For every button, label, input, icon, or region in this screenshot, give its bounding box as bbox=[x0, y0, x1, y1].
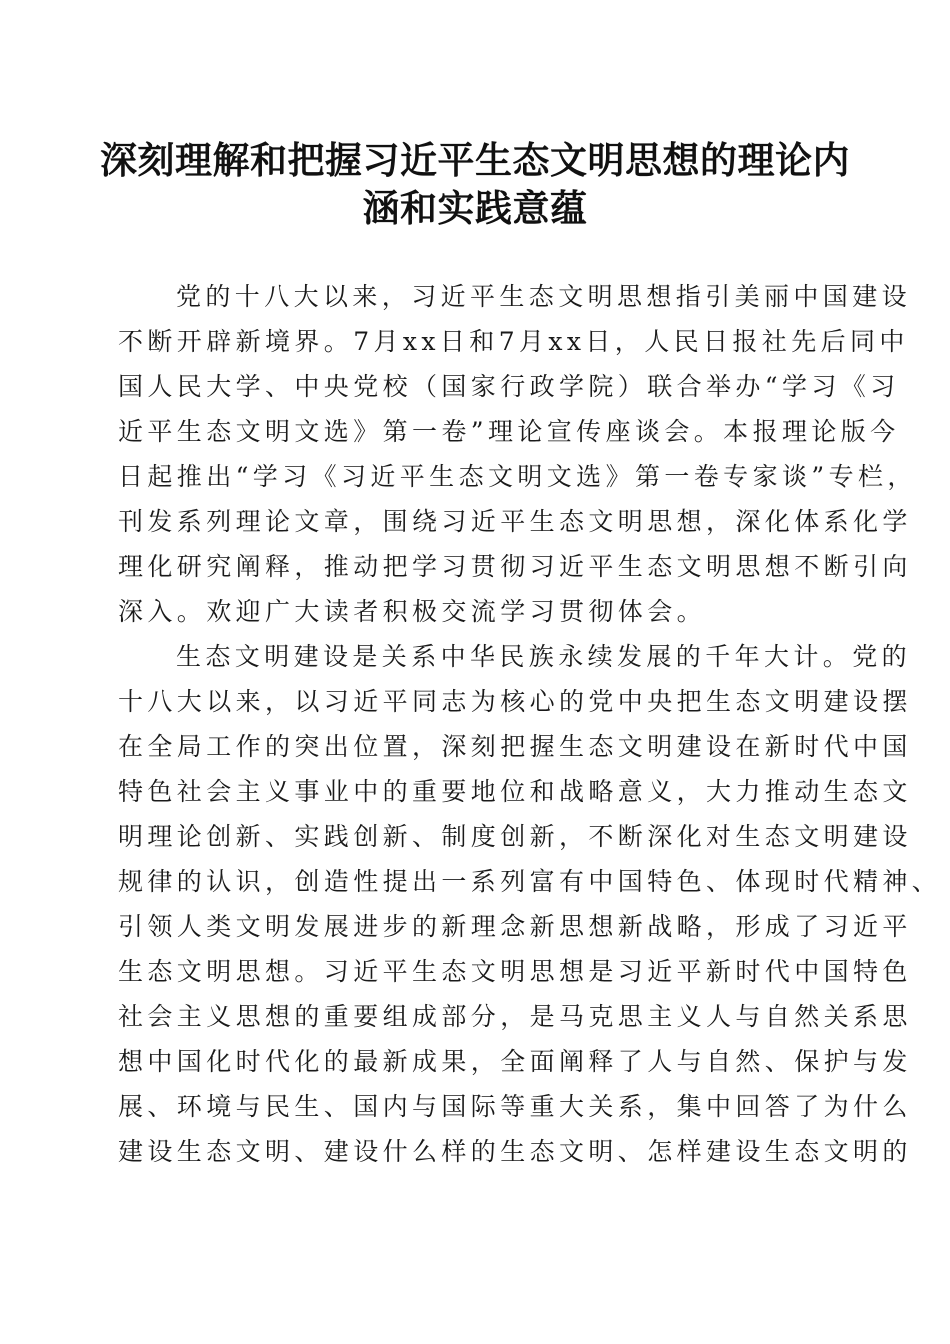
paragraph-intro bbox=[118, 274, 917, 634]
paragraph-line: 日起推出“学习《习近平生态文明文选》第一卷专家谈”专栏， bbox=[118, 462, 917, 491]
paragraph-line: 十八大以来，以习近平同志为核心的党中央把生态文明建设摆 bbox=[118, 687, 912, 716]
paragraph-line: 引领人类文明发展进步的新理念新思想新战略，形成了习近平 bbox=[118, 912, 912, 941]
paragraph-line: 在全局工作的突出位置，深刻把握生态文明建设在新时代中国 bbox=[118, 732, 912, 761]
paragraph-line: 近平生态文明文选》第一卷”理论宣传座谈会。本报理论版今 bbox=[118, 417, 900, 446]
paragraph-line: 想中国化时代化的最新成果，全面阐释了人与自然、保护与发 bbox=[118, 1047, 912, 1076]
paragraph-line: 特色社会主义事业中的重要地位和战略意义，大力推动生态文 bbox=[118, 777, 912, 806]
paragraph-line: 明理论创新、实践创新、制度创新，不断深化对生态文明建设 bbox=[118, 822, 912, 851]
paragraph-line: 不断开辟新境界。7月xx日和7月xx日，人民日报社先后同中 bbox=[118, 327, 909, 356]
paragraph-line: 党的十八大以来，习近平生态文明思想指引美丽中国建设 bbox=[176, 282, 912, 311]
paragraph-main bbox=[118, 634, 942, 1174]
paragraph-line: 社会主义思想的重要组成部分，是马克思主义人与自然关系思 bbox=[118, 1002, 912, 1031]
title-line-1: 深刻理解和把握习近平生态文明思想的理论内 bbox=[100, 138, 850, 182]
paragraph-line: 展、环境与民生、国内与国际等重大关系，集中回答了为什么 bbox=[118, 1092, 912, 1121]
paragraph-line: 深入。欢迎广大读者积极交流学习贯彻体会。 bbox=[118, 597, 707, 626]
paragraph-line: 生态文明建设是关系中华民族永续发展的千年大计。党的 bbox=[176, 642, 912, 671]
paragraph-line: 理化研究阐释，推动把学习贯彻习近平生态文明思想不断引向 bbox=[118, 552, 912, 581]
paragraph-line: 规律的认识，创造性提出一系列富有中国特色、体现时代精神、 bbox=[118, 867, 942, 896]
document-body bbox=[118, 274, 942, 1174]
title-line-2: 涵和实践意蕴 bbox=[362, 186, 588, 230]
paragraph-line: 生态文明思想。习近平生态文明思想是习近平新时代中国特色 bbox=[118, 957, 912, 986]
paragraph-line: 刊发系列理论文章，围绕习近平生态文明思想，深化体系化学 bbox=[118, 507, 912, 536]
paragraph-line: 建设生态文明、建设什么样的生态文明、怎样建设生态文明的 bbox=[118, 1137, 912, 1166]
paragraph-line: 国人民大学、中央党校（国家行政学院）联合举办“学习《习 bbox=[118, 372, 900, 401]
document-title bbox=[100, 136, 850, 232]
